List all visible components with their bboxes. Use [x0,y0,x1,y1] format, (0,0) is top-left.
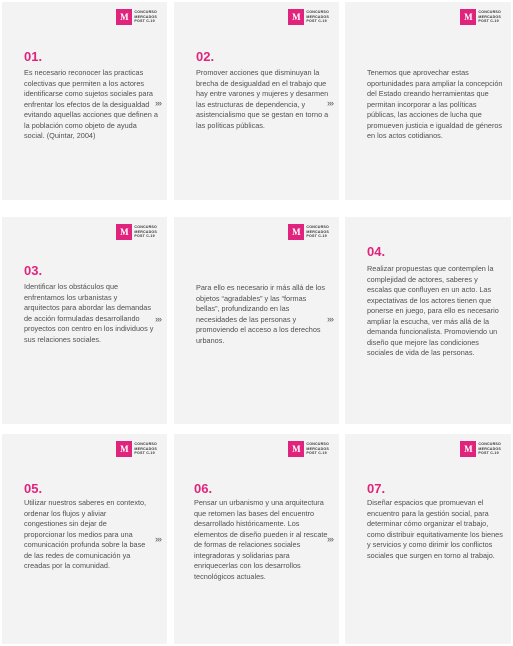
logo-text: CONCURSO MERCADOS POST C-19 [134,225,157,239]
card-02 [174,2,339,200]
logo [116,441,157,457]
card-number: 05. [24,481,43,496]
logo-mark: M [116,9,132,25]
logo-text: CONCURSO MERCADOS POST C-19 [306,442,329,456]
arrow-icon: ››› [155,98,161,108]
logo-text: CONCURSO MERCADOS POST C-19 [134,442,157,456]
arrow-icon: ››› [327,98,333,108]
card-number: 07. [367,481,386,496]
logo-text: CONCURSO MERCADOS POST C-19 [478,10,501,24]
card-number: 01. [24,49,43,64]
card-03 [2,217,167,424]
arrow-icon: ››› [155,534,161,544]
logo [288,9,329,25]
logo [460,9,501,25]
logo-text: CONCURSO MERCADOS POST C-19 [306,225,329,239]
arrow-icon: ››› [327,314,333,324]
card-04 [345,217,511,424]
logo-mark: M [288,9,304,25]
card-number: 06. [194,481,213,496]
logo-mark: M [288,441,304,457]
card-text: Para ello es necesario ir más allá de los objetos “agradables” y las “formas bellas”, profundizando en las necesidades de las personas y promoviendo el acceso a los derechos urbanos. [196,283,325,345]
logo-text: CONCURSO MERCADOS POST C-19 [134,10,157,24]
card-number: 02. [196,49,215,64]
card-text: Es necesario reconocer las practicas colectivas que permiten a los actores identificarse como sujetos sociales para enfrentar los efectos de la desigualdad evitando aquellas acciones que definen a la población como objeto de ayuda social. (Quintar, 2004) [24,68,158,140]
card-text: Utilizar nuestros saberes en contexto, ordenar los flujos y aliviar congestiones sin dejar de proporcionar los medios para una comunicación profunda sobre la base de las redes de comunicación ya creadas por la comunidad. [24,498,147,570]
logo-mark: M [116,441,132,457]
logo-text: CONCURSO MERCADOS POST C-19 [306,10,329,24]
logo-mark: M [288,224,304,240]
card-number: 03. [24,263,43,278]
card-05 [2,434,167,644]
arrow-icon: ››› [327,534,333,544]
logo [288,441,329,457]
card-number: 04. [367,244,386,259]
card-02b [345,2,511,200]
logo-mark: M [460,441,476,457]
logo [460,441,501,457]
arrow-icon: ››› [155,314,161,324]
card-text: Diseñar espacios que promuevan el encuentro para la gestión social, para determinar cómo organizar el trabajo, como distribuir equitativamente los bienes y servicios y como dirimir los conflictos sociales que surgen en torno al trabajo. [367,498,503,560]
card-07 [345,434,511,644]
card-text: Identificar los obstáculos que enfrentamos los urbanistas y arquitectos para abordar las demandas de acción formuladas desarrollando proyectos con centro en los individuos y sus relaciones sociales. [24,282,154,344]
card-06 [174,434,339,644]
logo [116,224,157,240]
logo-text: CONCURSO MERCADOS POST C-19 [478,442,501,456]
card-03b [174,217,339,424]
card-text: Promover acciones que disminuyan la brecha de desigualdad en el trabajo que hay entre varones y mujeres y desarmen las estructuras de dependencia, y asistencialismo que se gestan en torno a las políticas públicas. [196,68,329,130]
card-text: Tenemos que aprovechar estas oportunidades para ampliar la concepción del Estado creando herramientas que permitan incorporar a las políticas públicas, las acciones de lucha que promueven justicia e igualdad de géneros en los actos cotidianos. [367,68,503,140]
card-text: Pensar un urbanismo y una arquitectura que retomen las bases del encuentro desarrollado históricamente. Los elementos de diseño pueden ir al rescate de formas de relaciones sociales integradoras y solidarias para enriquecerlas con los desarrollos tecnológicos actuales. [194,498,328,581]
card-text: Realizar propuestas que contemplen la complejidad de actores, saberes y escalas que confluyen en un acto. Las expectativas de los actores tienen que ponerse en juego, para ello es necesario ampliar la escucha, ver más allá de la demanda funcionalista. Promoviendo un diseño que mejore las condiciones sociales de vida de las personas. [367,264,499,357]
logo [116,9,157,25]
logo [288,224,329,240]
card-01 [2,2,167,200]
logo-mark: M [116,224,132,240]
logo-mark: M [460,9,476,25]
